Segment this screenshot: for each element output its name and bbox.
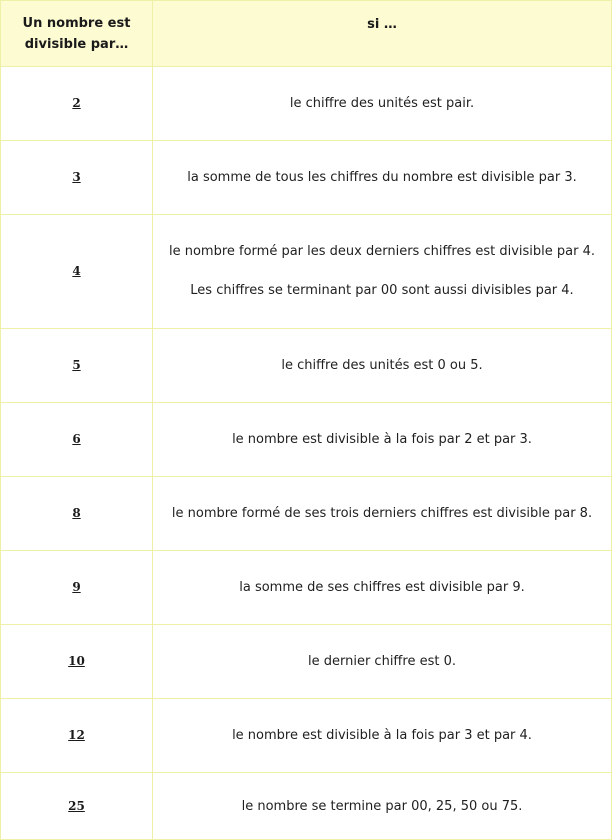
- divisor-cell: [1, 699, 153, 773]
- divisor-cell: [1, 215, 153, 329]
- rule-cell: le nombre se termine par 00, 25, 50 ou 75.: [153, 773, 612, 840]
- table-row: [1, 477, 612, 551]
- table-row: [1, 67, 612, 141]
- divisor-cell: [1, 403, 153, 477]
- divisor-value: 8: [72, 506, 81, 520]
- divisor-value: 3: [72, 170, 81, 184]
- rule-cell: le dernier chiffre est 0.: [153, 625, 612, 699]
- table-row: [1, 625, 612, 699]
- divisor-value: 10: [68, 654, 85, 668]
- header-divisor: [1, 1, 153, 67]
- table-row: [1, 215, 612, 329]
- divisor-cell: [1, 773, 153, 840]
- divisor-cell: [1, 329, 153, 403]
- divisor-value: 25: [68, 798, 85, 813]
- divisor-cell: [1, 141, 153, 215]
- rule-cell: le chiffre des unités est pair.: [153, 67, 612, 141]
- table-row: [1, 403, 612, 477]
- divisor-value: 2: [72, 96, 81, 110]
- rule-text: le nombre formé par les deux derniers chiffres est divisible par 4.: [168, 244, 596, 259]
- divisor-value: 6: [72, 432, 81, 446]
- rule-cell: le nombre formé de ses trois derniers chiffres est divisible par 8.: [153, 477, 612, 551]
- rule-cell: le nombre est divisible à la fois par 3 et par 4.: [153, 699, 612, 773]
- table-row: [1, 329, 612, 403]
- table-header-row: [1, 1, 612, 67]
- divisor-cell: [1, 625, 153, 699]
- rule-extra-text: Les chiffres se terminant par 00 sont aussi divisibles par 4.: [190, 283, 574, 298]
- table-row: [1, 141, 612, 215]
- divisor-cell: [1, 551, 153, 625]
- divisor-value: 5: [72, 358, 81, 372]
- rule-cell: le chiffre des unités est 0 ou 5.: [153, 329, 612, 403]
- table-row: [1, 773, 612, 840]
- header-divisor-line2: divisible par…: [24, 36, 129, 52]
- divisor-cell: [1, 477, 153, 551]
- table-row: [1, 699, 612, 773]
- divisor-value: 12: [68, 728, 85, 742]
- divisor-value: 9: [72, 580, 81, 594]
- header-condition: si …: [153, 1, 612, 67]
- table-row: [1, 551, 612, 625]
- rule-cell: [153, 215, 612, 329]
- divisor-cell: [1, 67, 153, 141]
- rule-cell: la somme de ses chiffres est divisible par 9.: [153, 551, 612, 625]
- rule-cell: la somme de tous les chiffres du nombre est divisible par 3.: [153, 141, 612, 215]
- header-divisor-line1: Un nombre est: [22, 15, 131, 31]
- divisor-value: 4: [72, 264, 81, 278]
- rule-cell: le nombre est divisible à la fois par 2 et par 3.: [153, 403, 612, 477]
